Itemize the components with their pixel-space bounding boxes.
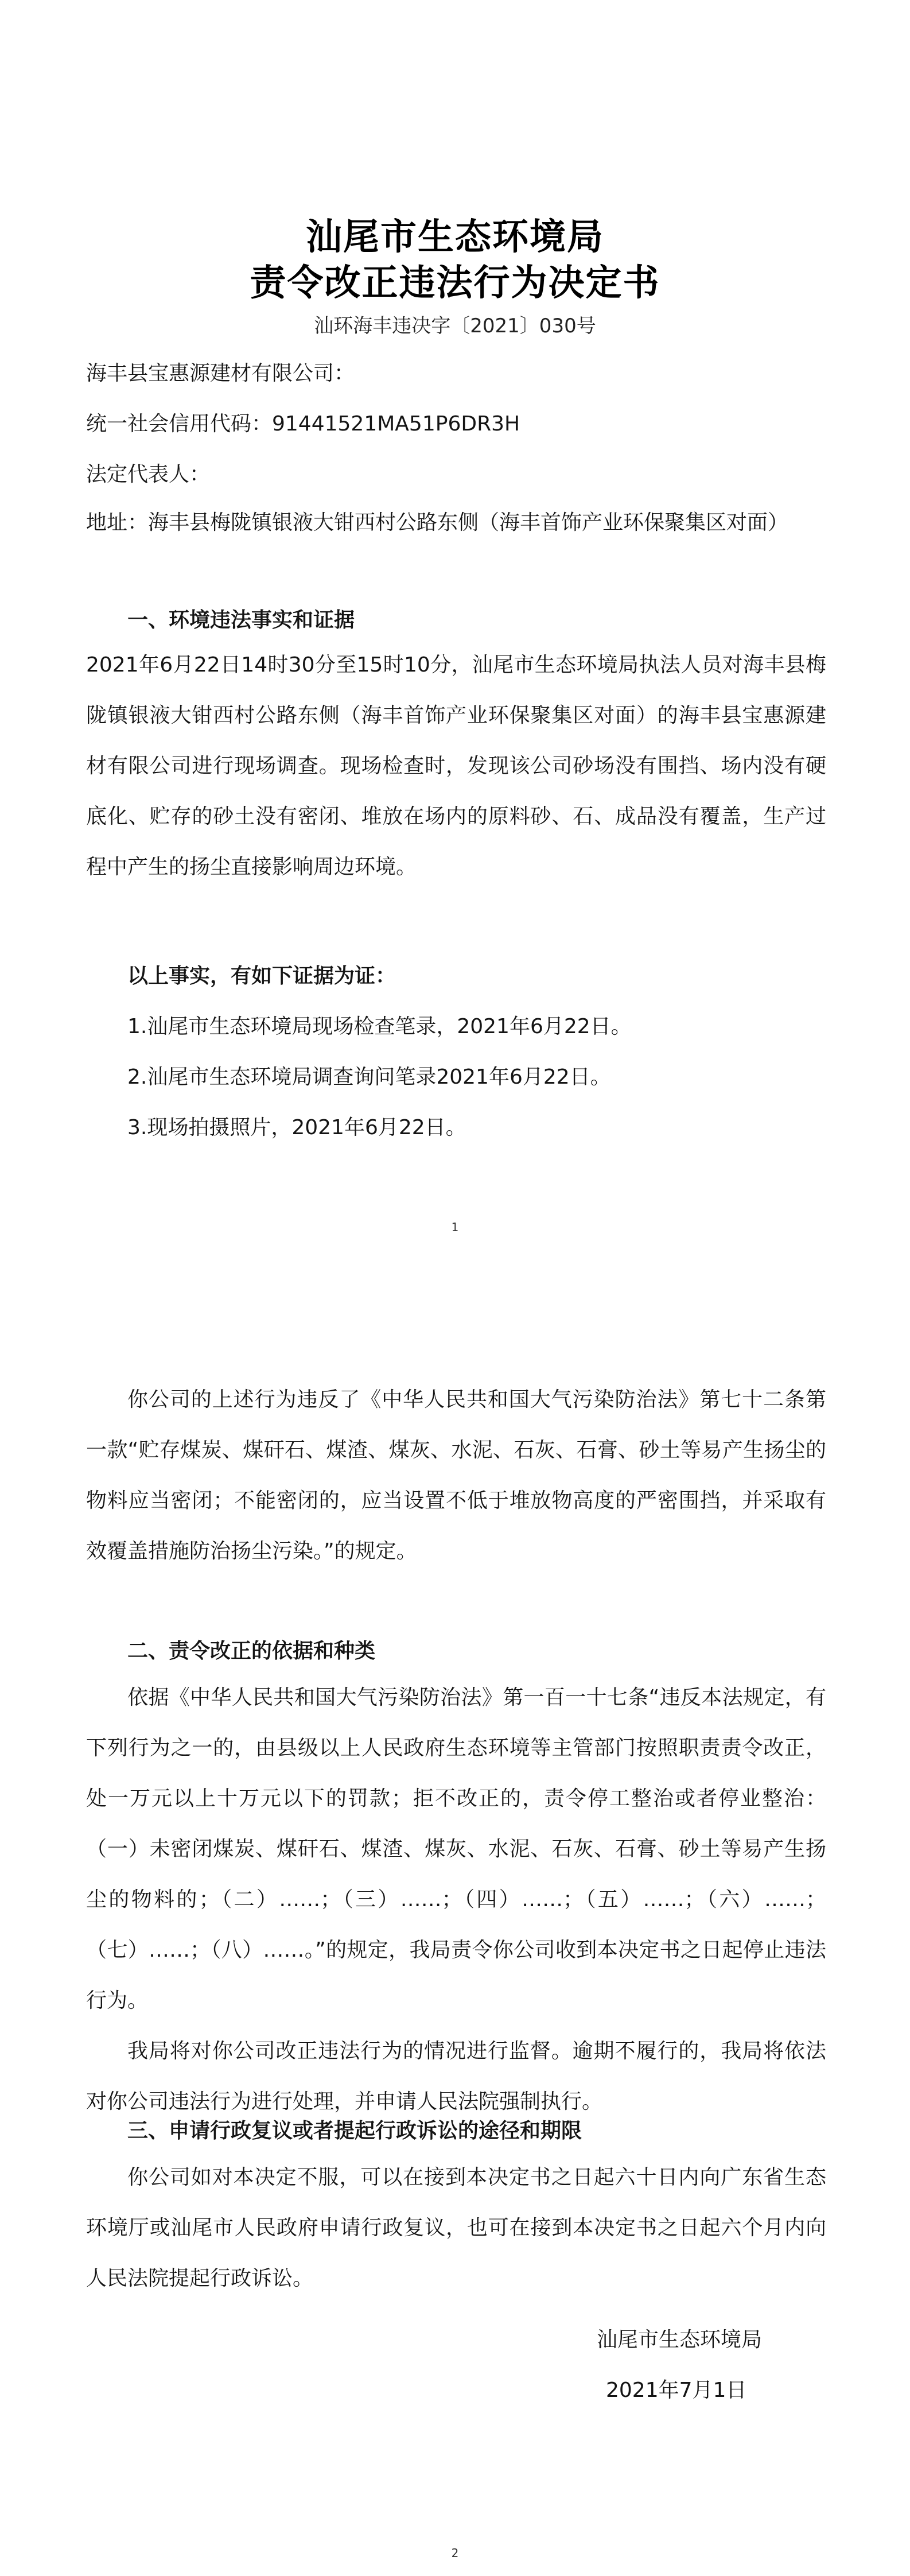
- supervision-paragraph: 我局将对你公司改正违法行为的情况进行监督。逾期不履行的，我局将依法对你公司违法行为进行处理，并申请人民法院强制执行。: [86, 2039, 826, 2113]
- legal-representative: 法定代表人：: [86, 463, 211, 486]
- evidence-heading: 以上事实，有如下证据为证：: [127, 964, 396, 988]
- legal-basis-paragraph: 依据《中华人民共和国大气污染防治法》第一百一十七条“违反本法规定，有下列行为之一的，由县级以上人民政府生态环境等主管部门按照职责责令改正，处一万元以上十万元以下的罚款；拒不改正的，责令停工整治或者停业整治：（一）未密闭煤炭、煤矸石、煤渣、煤灰、水泥、石灰、石膏、砂土等易产生扬尘的物料的；（二）……；（三）……；（四）……；（五）……；（六）……；（七）……；（八）……。”的规定，我局责令你公司收到本决定书之日起停止违法行为。: [86, 1686, 826, 2012]
- company-address: 地址：海丰县梅陇镇银液大钳西村公路东侧（海丰首饰产业环保聚集区对面）: [86, 511, 789, 534]
- page-number: 1: [451, 1220, 459, 1234]
- signature-organization: 汕尾市生态环境局: [597, 2328, 763, 2352]
- appeal-paragraph: 你公司如对本决定不服，可以在接到本决定书之日起六十日内向广东省生态环境厅或汕尾市人民政府申请行政复议，也可在接到本决定书之日起六个月内向人民法院提起行政诉讼。: [86, 2166, 826, 2290]
- section2-heading: 二、责令改正的依据和种类: [127, 1639, 376, 1663]
- evidence-item: 2.汕尾市生态环境局调查询问笔录2021年6月22日。: [127, 1065, 611, 1089]
- signature-date: 2021年7月1日: [606, 2379, 747, 2402]
- page-number: 2: [451, 2546, 459, 2560]
- document-page-1: [0, 0, 910, 1263]
- evidence-item: 3.现场拍摄照片，2021年6月22日。: [127, 1116, 466, 1139]
- section3-heading: 三、申请行政复议或者提起行政诉讼的途径和期限: [127, 2119, 582, 2143]
- section1-facts-paragraph: 2021年6月22日14时30分至15时10分，汕尾市生态环境局执法人员对海丰县梅陇镇银液大钳西村公路东侧（海丰首饰产业环保聚集区对面）的海丰县宝惠源建材有限公司进行现场调查。现场检查时，发现该公司砂场没有围挡、场内没有硬底化、贮存的砂土没有密闭、堆放在场内的原料砂、石、成品没有覆盖，生产过程中产生的扬尘直接影响周边环境。: [86, 653, 826, 879]
- violation-paragraph: 你公司的上述行为违反了《中华人民共和国大气污染防治法》第七十二条第一款“贮存煤炭、煤矸石、煤渣、煤灰、水泥、石灰、石膏、砂土等易产生扬尘的物料应当密闭；不能密闭的，应当设置不低于堆放物高度的严密围挡，并采取有效覆盖措施防治扬尘污染。”的规定。: [86, 1388, 826, 1563]
- credit-code: 统一社会信用代码：91441521MA51P6DR3H: [86, 412, 520, 436]
- evidence-item: 1.汕尾市生态环境局现场检查笔录，2021年6月22日。: [127, 1015, 632, 1038]
- document-title-agency: 汕尾市生态环境局: [306, 216, 604, 258]
- recipient-name: 海丰县宝惠源建材有限公司：: [86, 362, 355, 385]
- document-title-decision: 责令改正违法行为决定书: [250, 262, 660, 304]
- document-number: 汕环海丰违决字〔2021〕030号: [314, 315, 596, 337]
- document-page-2: [0, 1263, 910, 2576]
- section1-heading: 一、环境违法事实和证据: [127, 608, 355, 632]
